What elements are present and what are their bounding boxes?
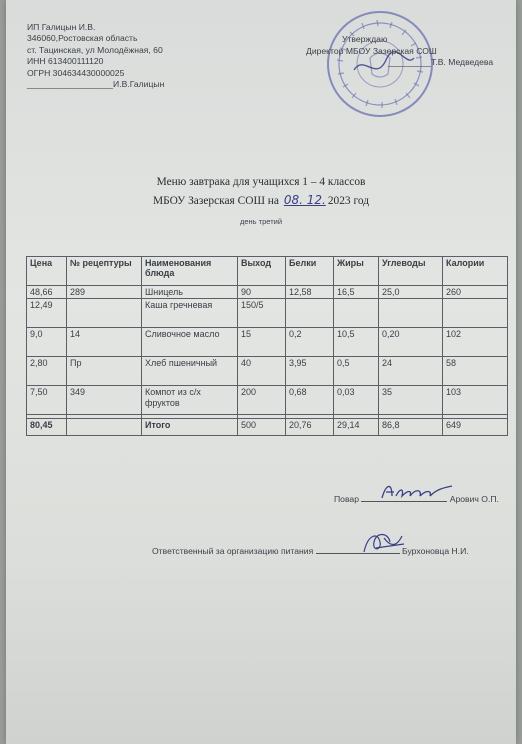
total-calories: 649 xyxy=(443,419,508,436)
cell-fats: 0,5 xyxy=(334,357,379,386)
school-name: МБОУ Зазерская СОШ на xyxy=(152,195,279,207)
cell-carbs: 0,20 xyxy=(379,328,443,357)
cell-carbs: 35 xyxy=(379,386,443,415)
cell-portion: 15 xyxy=(238,328,286,357)
cell-recipe: 289 xyxy=(67,286,142,299)
table-row xyxy=(27,286,508,299)
header-fats: Жиры xyxy=(334,257,379,286)
total-price: 80,45 xyxy=(27,419,67,436)
approval-block xyxy=(306,34,493,69)
cell-portion: 150/5 xyxy=(238,299,286,328)
cell-carbs: 25,0 xyxy=(379,286,443,299)
total-proteins: 20,76 xyxy=(286,419,334,436)
menu-title: Меню завтрака для учащихся 1 – 4 классов xyxy=(156,176,366,188)
table-row xyxy=(27,386,508,415)
total-label: Итого xyxy=(142,419,238,436)
cell-dish: Шницель xyxy=(142,286,238,299)
cell-price: 2,80 xyxy=(27,357,67,386)
approval-word: Утверждаю xyxy=(342,34,388,44)
cell-proteins: 0,68 xyxy=(286,386,334,415)
cell-calories xyxy=(443,299,508,328)
cell-calories: 58 xyxy=(443,357,508,386)
sender-signature-line: __________________И.В.Галицын xyxy=(27,79,165,90)
cell-dish: Каша гречневая xyxy=(142,299,238,328)
menu-subtitle xyxy=(6,193,516,207)
cell-carbs xyxy=(379,299,443,328)
cell-portion: 200 xyxy=(238,386,286,415)
cell-recipe xyxy=(67,299,142,328)
table-total-row xyxy=(27,419,508,436)
year-text: 2023 год xyxy=(327,195,369,207)
header-calories: Калории xyxy=(443,257,508,286)
header-proteins: Белки xyxy=(286,257,334,286)
sender-name: ИП Галицын И.В. xyxy=(27,22,96,32)
cell-dish: Хлеб пшеничный xyxy=(142,357,238,386)
cell-dish: Компот из с/х фруктов xyxy=(142,386,238,415)
cell-dish: Сливочное масло xyxy=(142,328,238,357)
responsible-handwritten-signature xyxy=(358,528,410,558)
cell-calories: 103 xyxy=(443,386,508,415)
cell-price: 48,66 xyxy=(27,286,67,299)
cell-price: 7,50 xyxy=(27,386,67,415)
header-carbs: Углеводы xyxy=(379,257,443,286)
cell-portion: 40 xyxy=(238,357,286,386)
cell-price: 9,0 xyxy=(27,328,67,357)
menu-table xyxy=(26,256,508,436)
cell-calories: 260 xyxy=(443,286,508,299)
cell-proteins: 0,2 xyxy=(286,328,334,357)
total-carbs: 86,8 xyxy=(379,419,443,436)
cook-name: Арович О.П. xyxy=(449,494,499,504)
table-header-row xyxy=(27,257,508,286)
header-price: Цена xyxy=(27,257,67,286)
cell-portion: 90 xyxy=(238,286,286,299)
document-page xyxy=(6,0,516,744)
cell-proteins: 12,58 xyxy=(286,286,334,299)
sender-inn: ИНН 613400111120 xyxy=(27,56,104,67)
total-portion: 500 xyxy=(238,419,286,436)
table-row xyxy=(27,357,508,386)
cell-recipe: 349 xyxy=(67,386,142,415)
sender-block xyxy=(27,22,164,90)
cook-handwritten-signature xyxy=(378,480,456,504)
cell-proteins xyxy=(286,299,334,328)
cell-fats: 16,5 xyxy=(334,286,379,299)
cell-proteins: 3,95 xyxy=(286,357,334,386)
header-dish-name: Наименования блюда xyxy=(142,257,238,286)
responsible-name: Бурхоновца Н.И. xyxy=(402,546,469,556)
sender-ogrn: ОГРН 304634430000025 xyxy=(27,67,125,78)
approval-position: Директор МБОУ Зазерская СОШ xyxy=(306,45,437,56)
total-recipe xyxy=(67,419,142,436)
approval-signature-line: _________Т.В. Медведева xyxy=(388,57,494,68)
cell-recipe: Пр xyxy=(67,357,142,386)
cell-price: 12,49 xyxy=(27,299,67,328)
responsible-label: Ответственный за организацию питания xyxy=(152,546,314,556)
sender-address-2: ст. Тацинская, ул Молодёжная, 60 xyxy=(27,44,163,55)
cell-calories: 102 xyxy=(443,328,508,357)
total-fats: 29,14 xyxy=(334,419,379,436)
cell-fats: 0,03 xyxy=(334,386,379,415)
cook-label: Повар xyxy=(334,494,359,504)
cell-carbs: 24 xyxy=(379,357,443,386)
responsible-signature-block xyxy=(152,546,469,556)
header-recipe-no: № рецептуры xyxy=(67,257,142,286)
cell-fats: 10,5 xyxy=(334,328,379,357)
sender-address-1: 346060,Ростовская область xyxy=(27,33,138,44)
menu-day: день третий xyxy=(239,217,283,226)
table-row xyxy=(27,299,508,328)
handwritten-date: 08. 12. xyxy=(283,193,326,207)
cell-recipe: 14 xyxy=(67,328,142,357)
header-portion: Выход xyxy=(238,257,286,286)
cell-fats xyxy=(334,299,379,328)
table-row xyxy=(27,328,508,357)
